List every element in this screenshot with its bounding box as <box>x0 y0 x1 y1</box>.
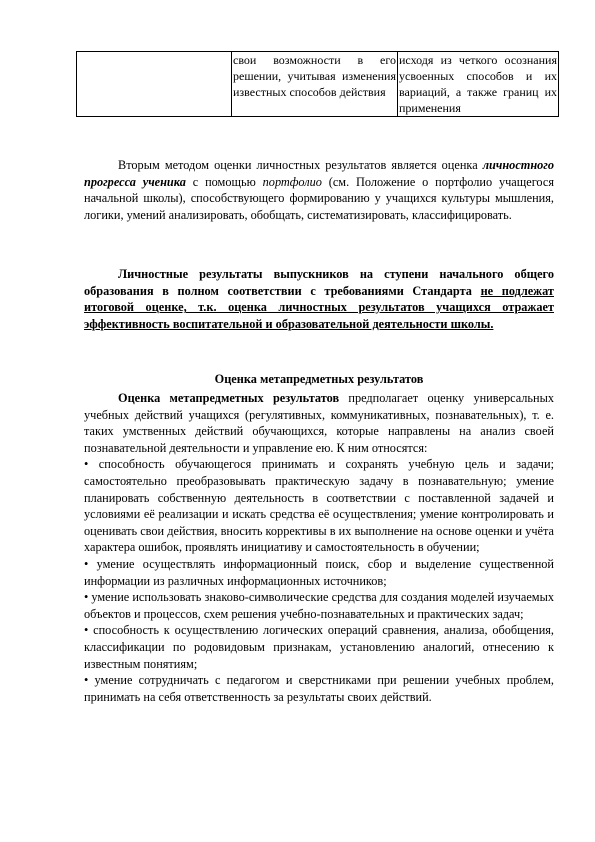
table-row <box>77 52 559 117</box>
text-run: с помощью <box>185 174 263 189</box>
underlined-statement: не подлежат итоговой оценке, т.к. оценка личностных результатов учащихся отражает эффективность воспитательной и образовательной деятельности школы. <box>84 283 554 331</box>
text-run: Вторым методом оценки личностных результатов является оценка <box>118 158 483 172</box>
table-cell-level-3: исходя из четкого осознания усвоенных способов и их вариаций, а также границ их применения <box>399 53 557 115</box>
list-item: • умение осуществлять информационный поиск, сбор и выделение существенной информации из различных информационных источников; <box>84 556 554 588</box>
paragraph-portfolio <box>84 157 554 223</box>
table-cell-empty <box>77 52 232 117</box>
table-cell-level-2: свои возможности в его решении, учитывая изменения известных способов действия <box>232 52 398 117</box>
list-item: • умение использовать знаково-символические средства для создания моделей изучаемых объектов и процессов, схем решения учебно-познавательных и практических задач; <box>84 590 554 621</box>
text-run: Личностные результаты выпускников на ступени начального общего образования в полном соответствии с требованиями Стандарта <box>84 267 554 298</box>
term-metasubject: Оценка метапредметных результатов <box>118 391 340 405</box>
section-heading: Оценка метапредметных результатов <box>214 372 424 386</box>
text-run: (см. Положение о портфолио учащегося начальной школы), способствующего формированию у учащихся культуры мышления, логики, умений анализировать, обобщать, систематизировать, классифицировать. <box>84 174 554 222</box>
list-item: • умение сотрудничать с педагогом и сверстниками при решении учебных проблем, принимать на себя ответственность за результаты своих действий. <box>84 673 554 704</box>
text-run: предполагает оценку универсальных учебных действий учащихся (регулятивных, коммуникативных, познавательных), т. е. таких умственных действий обучающихся, которые направлены на анализ своей познавательной деятельности и управление ею. К ним относятся: <box>84 391 555 455</box>
paragraph-final-assessment <box>84 266 554 332</box>
paragraph-metasubject <box>84 390 554 705</box>
list-item: • способность обучающегося принимать и сохранять учебную цель и задачи; самостоятельно преобразовывать практическую задачу в познавательную; умение планировать собственную деятельность в соответствии с поставленной задачей и условиями её реализации и искать средства её осуществления; умение контролировать и оценивать свои действия, вносить коррективы в их выполнение на основе оценки и учёта характера ошибок, проявлять инициативу и самостоятельность в обучении; <box>84 457 554 555</box>
emphasis-portfolio: портфолио <box>262 174 322 189</box>
criteria-table <box>76 51 559 117</box>
list-item: • способность к осуществлению логических операций сравнения, анализа, обобщения, классификации по родовидовым признакам, установлению аналогий, отнесению к известным понятиям; <box>84 623 554 671</box>
emphasis-progress: личностного прогресса ученика <box>84 158 554 189</box>
